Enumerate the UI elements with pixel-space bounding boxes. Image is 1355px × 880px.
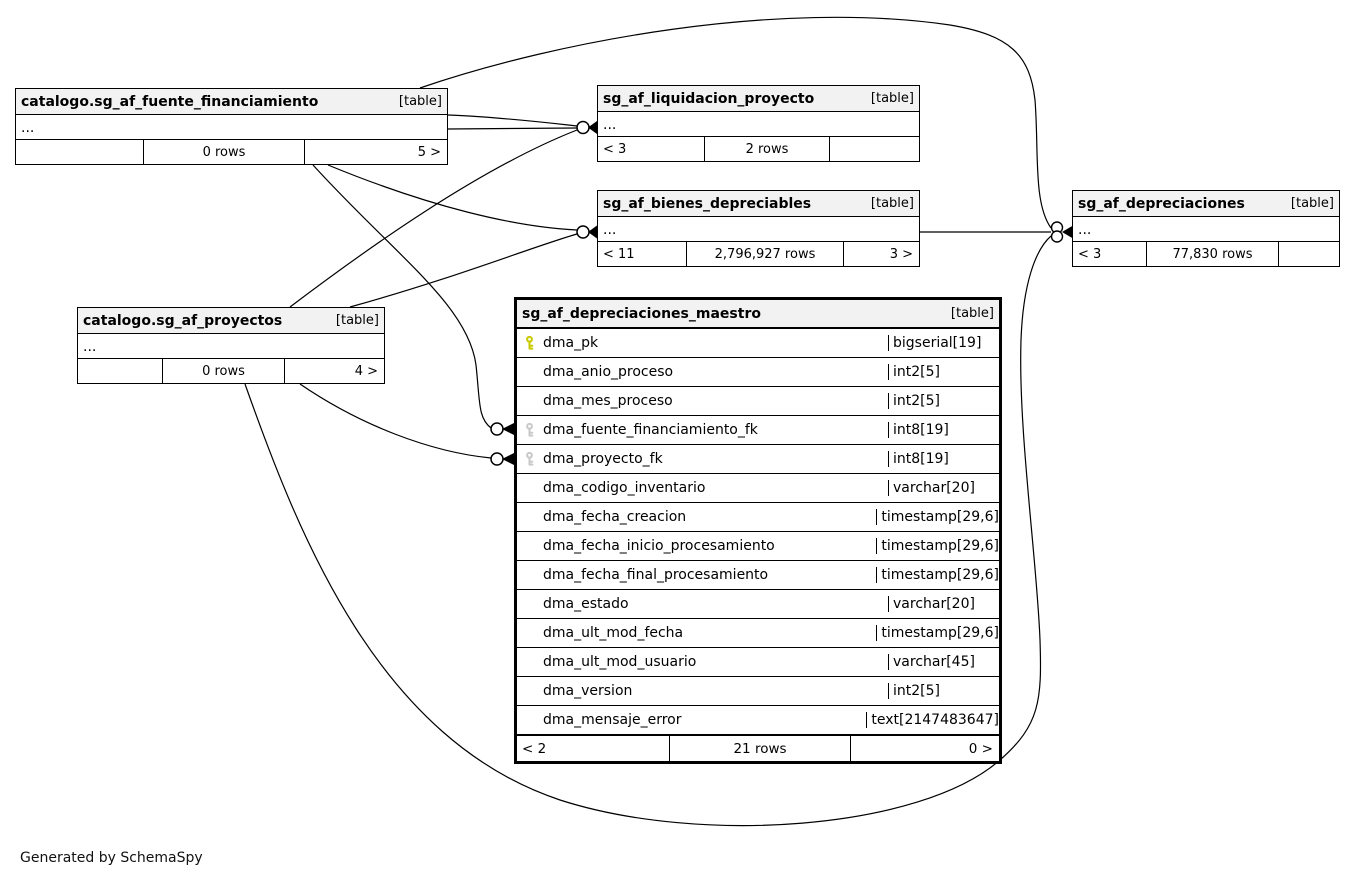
table-tag: [table]: [398, 94, 442, 109]
table-footer: [598, 137, 919, 161]
column-name: dma_fecha_inicio_procesamiento: [543, 538, 775, 554]
children-count: [1279, 242, 1339, 266]
column-type: int8[19]: [888, 422, 999, 438]
parents-count: < 3: [1078, 246, 1102, 262]
column-row: [517, 561, 999, 590]
hidden-columns-row: ...: [16, 115, 447, 140]
column-row: [517, 532, 999, 561]
row-count: 21 rows: [669, 736, 851, 761]
column-name: dma_fuente_financiamiento_fk: [543, 422, 758, 438]
column-type: varchar[20]: [888, 480, 999, 496]
column-row: [517, 358, 999, 387]
table-node-depreciaciones-maestro[interactable]: [514, 297, 1002, 764]
children-count: [830, 137, 919, 161]
column-type: timestamp[29,6]: [876, 538, 999, 554]
column-row: [517, 387, 999, 416]
hidden-columns-row: ...: [78, 334, 384, 359]
column-type: text[2147483647]: [866, 712, 999, 728]
zero-circle-liquidacion: [577, 122, 589, 134]
row-count: 77,830 rows: [1146, 242, 1279, 266]
table-tag: [table]: [870, 91, 914, 106]
column-type: timestamp[29,6]: [876, 625, 999, 641]
column-type: varchar[45]: [888, 654, 999, 670]
column-name: dma_mes_proceso: [543, 393, 673, 409]
table-footer: [16, 140, 447, 164]
table-header[interactable]: [78, 308, 384, 334]
column-name: dma_version: [543, 683, 633, 699]
foreign-key-icon: [523, 423, 536, 438]
column-row: [517, 474, 999, 503]
column-row: [517, 503, 999, 532]
column-row: [517, 445, 999, 474]
column-type: timestamp[29,6]: [876, 567, 999, 583]
table-title: sg_af_liquidacion_proyecto: [603, 90, 815, 107]
column-name: dma_fecha_creacion: [543, 509, 687, 525]
zero-circle-bienes: [577, 226, 589, 238]
hidden-columns-row: ...: [598, 112, 919, 137]
table-title: catalogo.sg_af_fuente_financiamiento: [21, 93, 319, 110]
zero-circle-depreciaciones-b: [1052, 231, 1063, 242]
table-node-fuente-financiamiento[interactable]: [15, 88, 448, 165]
table-footer: [517, 735, 999, 761]
table-header[interactable]: [517, 300, 999, 329]
column-type: varchar[20]: [888, 596, 999, 612]
children-count: 4 >: [354, 363, 378, 379]
table-node-bienes-depreciables[interactable]: [597, 190, 920, 267]
hidden-columns-row: ...: [1073, 217, 1339, 242]
table-header[interactable]: [598, 86, 919, 112]
edge-proyectos-maestro-fk: [300, 384, 491, 458]
table-title: sg_af_depreciaciones_maestro: [522, 305, 761, 322]
foreign-key-icon: [523, 452, 536, 467]
table-header[interactable]: [598, 191, 919, 217]
column-type: int2[5]: [888, 364, 999, 380]
table-tag: [table]: [1290, 196, 1334, 211]
column-type: int8[19]: [888, 451, 999, 467]
column-name: dma_mensaje_error: [543, 712, 682, 728]
column-row: [517, 619, 999, 648]
edge-fuente-maestro-fk: [313, 165, 491, 428]
edge-fuente-liquidacion-1: [448, 115, 577, 126]
row-count: 0 rows: [162, 359, 285, 383]
column-row: [517, 590, 999, 619]
column-type: int2[5]: [888, 393, 999, 409]
column-row: [517, 677, 999, 706]
table-title: sg_af_bienes_depreciables: [603, 195, 812, 212]
column-name: dma_ult_mod_usuario: [543, 654, 697, 670]
parents-count: < 3: [603, 141, 627, 157]
column-name: dma_estado: [543, 596, 629, 612]
parents-count: < 11: [603, 246, 635, 262]
column-name: dma_proyecto_fk: [543, 451, 663, 467]
zero-circle-maestro-fuente-fk: [491, 423, 503, 435]
row-count: 2,796,927 rows: [686, 242, 844, 266]
hidden-columns-row: ...: [598, 217, 919, 242]
children-count: 0 >: [968, 740, 993, 757]
parents-count: [16, 140, 143, 164]
table-tag: [table]: [335, 313, 379, 328]
zero-circle-maestro-proyecto-fk: [491, 453, 503, 465]
table-header[interactable]: [16, 89, 447, 115]
column-name: dma_ult_mod_fecha: [543, 625, 684, 641]
column-name: dma_pk: [543, 335, 599, 351]
parents-count: < 2: [522, 740, 547, 757]
row-count: 2 rows: [704, 137, 830, 161]
column-row: [517, 329, 999, 358]
table-node-depreciaciones[interactable]: [1072, 190, 1340, 267]
column-type: int2[5]: [888, 683, 999, 699]
table-tag: [table]: [950, 306, 994, 321]
column-row: [517, 706, 999, 735]
generator-note: Generated by SchemaSpy: [20, 850, 203, 866]
primary-key-icon: [523, 336, 536, 351]
table-header[interactable]: [1073, 191, 1339, 217]
table-node-proyectos[interactable]: [77, 307, 385, 384]
children-count: 5 >: [417, 144, 441, 160]
column-row: [517, 648, 999, 677]
column-type: timestamp[29,6]: [876, 509, 999, 525]
column-type: bigserial[19]: [888, 335, 999, 351]
table-footer: [78, 359, 384, 383]
table-title: catalogo.sg_af_proyectos: [83, 312, 283, 329]
parents-count: [78, 359, 162, 383]
edge-fuente-bienes: [328, 165, 577, 230]
table-title: sg_af_depreciaciones: [1078, 195, 1245, 212]
table-tag: [table]: [870, 196, 914, 211]
children-count: 3 >: [889, 246, 913, 262]
table-footer: [1073, 242, 1339, 266]
column-row: [517, 416, 999, 445]
table-footer: [598, 242, 919, 266]
column-name: dma_codigo_inventario: [543, 480, 706, 496]
table-node-liquidacion-proyecto[interactable]: [597, 85, 920, 162]
edge-fuente-liquidacion-2: [448, 128, 577, 129]
row-count: 0 rows: [143, 140, 305, 164]
column-name: dma_anio_proceso: [543, 364, 674, 380]
column-name: dma_fecha_final_procesamiento: [543, 567, 769, 583]
